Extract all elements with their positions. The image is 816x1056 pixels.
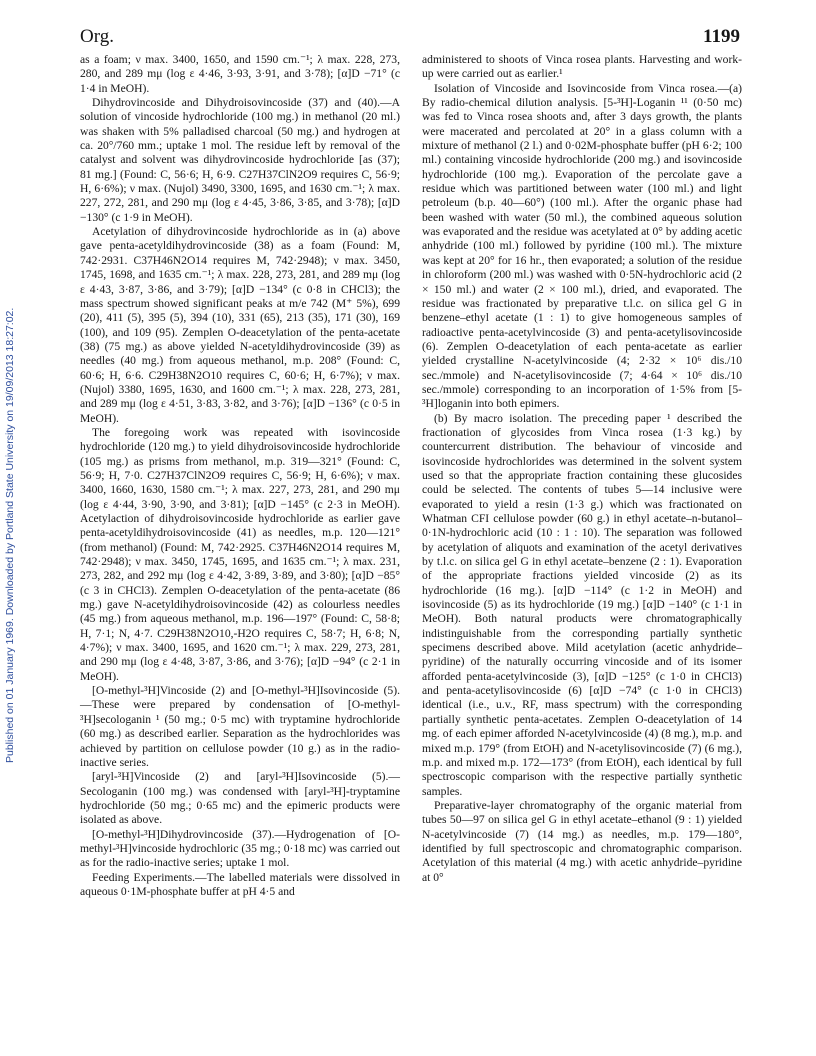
paragraph: [O-methyl-³H]Dihydrovincoside (37).—Hydrogenation of [O-methyl-³H]vincoside hydrochloric (35 mg.; 0·18 mc) was carried out as for the radio-inactive series; uptake 1 mol. xyxy=(80,827,400,870)
paragraph: Acetylation of dihydrovincoside hydrochloride as in (a) above gave penta-acetyldihydrovincoside (38) as a foam (Found: M, 742·2931. C37H46N2O14 requires M, 742·2948); ν max. 3450, 1745, 1698, and 1635 cm.⁻¹; λ max. 228, 273, 281, and 289 mμ (log ε 4·43, 3·87, 3·86, and 3·79); [α]D −134° (c 0·8 in CHCl3); the mass spectrum showed significant peaks at m/e 742 (M⁺ 5%), 699 (20), 411 (5), 395 (5), 394 (10), 331 (65), 213 (35), 171 (30), 169 (100), and 109 (95). Zemplen O-deacetylation of the penta-acetate (38) (75 mg.) as above yielded N-acetyldihydrovincoside (39) as needles (40 mg.) from aqueous methanol, m.p. 208° (Found: C, 60·6; H, 6·6. C29H38N2O10 requires C, 60·6; H, 6·7%); ν max. (Nujol) 3380, 1695, 1630, and 1600 cm.⁻¹; λ max. 228, 273, 281, and 289 mμ (log ε 4·51, 3·83, 3·82, and 3·76); [α]D −136° (c 0·5 in MeOH). xyxy=(80,225,400,425)
paragraph: [aryl-³H]Vincoside (2) and [aryl-³H]Isovincoside (5).—Secologanin (100 mg.) was condensed with [aryl-³H]-tryptamine hydrochloride (50 mg.; 0·65 mc) and the epimeric products were isolated as above. xyxy=(80,770,400,827)
paragraph: (b) By macro isolation. The preceding paper ¹ described the fractionation of glycosides from Vinca rosea (1·3 kg.) by countercurrent distribution. The behaviour of vincoside and isovincoside hydrochlorides was determined in the solvent system used so that the appropriate fraction containing these glucosides could be selected. The contents of tubes 5—14 inclusive were evaporated to yield a resin (1·3 g.) which was fractionated on Whatman CFI cellulose powder (60 g.) in ethyl acetate–n-butanol–0·1N-hydrochloric acid (10 : 1 : 10). The separation was followed by acetylation of aliquots and examination of the acetyl derivatives by t.l.c. on silica gel G in ethyl acetate–benzene (2 : 1). Evaporation of the appropriate fractions yielded vincoside (2) as its hydrochloride (16 mg.). [α]D −114° (c 1·2 in MeOH) and isovincoside (5) as its hydrochloride (19 mg.) [α]D −140° (c 1·1 in MeOH). Both natural products were chromatographically indistinguishable from the corresponding partially synthetic specimens described above. Mild acetylation (acetic anhydride–pyridine) of the naturally occurring vincoside and of its isomer afforded penta-acetylvincoside (3), [α]D −125° (c 1·0 in CHCl3) and penta-acetylisovincoside (6) [α]D −74° (c 1·0 in CHCl3) identical (i.e., u.v., RF, mass spectrum) with the corresponding partially synthetic penta-acetates. Zemplen O-deacetylation of 14 mg. of each epimer afforded N-acetylvincoside (4) (8 mg.), m.p. and mixed m.p. 179° (from EtOH) and N-acetylisovincoside (7) (6 mg.), m.p. and mixed m.p. 172—173° (from EtOH), each identical by full spectroscopic comparison with the respective partially synthetic samples. xyxy=(422,411,742,798)
publication-watermark: Published on 01 January 1969. Downloaded by Portland State University on 19/09/2013 18:27:02. xyxy=(4,307,16,763)
paragraph: Isolation of Vincoside and Isovincoside from Vinca rosea.—(a) By radio-chemical dilution analysis. [5-³H]-Loganin ¹¹ (0·50 mc) was fed to Vinca rosea shoots and, after 3 days growth, the plants were macerated and percolated at 20° in a glass column with a mixture of methanol (2 l.) and 0·02M-phosphate buffer (pH 6·2; 100 ml.) containing vincoside hydrochloride (200 mg.) and isovincoside hydrochloride (100 mg.). Evaporation of the percolate gave a residue which was partitioned between water (100 ml.) and light petroleum (b.p. 40—60°) (100 ml.). After the organic phase had been washed with water (50 ml.), the combined aqueous solution was evaporated and the residue was acetylated at 0° by adding acetic anhydride (100 ml.) followed by pyridine (100 ml.). The mixture was kept at 20° for 16 hr., then evaporated; a solution of the residue in chloroform (200 ml.) was washed with 0·5N-hydrochloric acid (2 × 150 ml.) and water (2 × 100 ml.), dried, and evaporated. The residue was fractionated by preparative t.l.c. on silica gel G in benzene–ethyl acetate (1 : 1) to give homogeneous samples of radioactive penta-acetylvincoside (3) and penta-acetylisovincoside (6). Zemplen O-deacetylation of each penta-acetate as earlier yielded crystalline N-acetylvincoside (4; 2·32 × 10⁶ dis./10 sec./mmole) and N-acetylisovincoside (7; 4·64 × 10⁶ dis./10 sec./mmole) corresponding to an incorporation of 1·5% from [5-³H]loganin into both epimers. xyxy=(422,81,742,411)
left-column xyxy=(80,53,400,899)
paragraph: [O-methyl-³H]Vincoside (2) and [O-methyl-³H]Isovincoside (5).—These were prepared by condensation of [O-methyl-³H]secologanin ¹ (50 mg.; 0·5 mc) with tryptamine hydrochloride (60 mg.) as described earlier. Separation as the hydrochlorides was achieved by partition on cellulose powder (10 g.) as in the radio-inactive series. xyxy=(80,684,400,769)
paragraph: Preparative-layer chromatography of the organic material from tubes 50—97 on silica gel G in ethyl acetate–ethanol (9 : 1) yielded N-acetylvincoside (7) (14 mg.) as needles, m.p. 179—180°, identified by full spectroscopic and chromatographic comparison. Acetylation of this material (4 mg.) with acetic anhydride–pyridine at 0° xyxy=(422,798,742,884)
journal-name: Org. xyxy=(80,26,114,47)
running-header xyxy=(80,26,740,54)
paragraph: The foregoing work was repeated with isovincoside hydrochloride (120 mg.) to yield dihydroisovincoside hydrochloride (105 mg.) as prisms from methanol, m.p. 319—321° (Found: C, 56·9; H, 7·0. C27H37ClN2O9 requires C, 56·9; H, 6·6%); ν max. 3400, 1660, 1630, 1580 cm.⁻¹; λ max. 227, 273, 281, and 290 mμ (log ε 4·44, 3·90, 3·90, and 3·81); [α]D −145° (c 2·3 in MeOH). Acetylaction of dihydroisovincoside hydrochloride as earlier gave penta-acetyldihydroisovincoside (41) as needles, m.p. 120—121° (from methanol) (Found: M, 742·2925. C37H46N2O14 requires M, 742·2948); ν max. 3450, 1745, 1695, and 1635 cm.⁻¹; λ max. 231, 273, 282, and 292 mμ (log ε 4·42, 3·89, 3·89, and 3·80); [α]D −85° (c 3 in CHCl3). Zemplen O-deacetylation of the penta-acetate (86 mg.) gave N-acetyldihydroisovincoside (42) as colourless needles (45 mg.) from aqueous methanol, m.p. 196—197° (Found: C, 58·8; H, 7·1; N, 4·7. C29H38N2O10,-H2O requires C, 58·7; H, 6·8; N, 4·7%); ν max. 3400, 1695, and 1620 cm.⁻¹; λ max. 229, 273, 281, and 290 mμ (log ε 4·48, 3·87, 3·86, and 3·76); [α]D −94° (c 2·1 in MeOH). xyxy=(80,425,400,683)
right-column xyxy=(422,53,742,885)
paragraph: Dihydrovincoside and Dihydroisovincoside (37) and (40).—A solution of vincoside hydrochloride (100 mg.) in methanol (20 ml.) was shaken with 5% palladised charcoal (50 mg.) and hydrogen at ca. 20°/760 mm.; uptake 1 mol. The residue left by removal of the catalyst and solvent was dihydrovincoside hydrochloride [as (37); 81 mg.] (Found: C, 56·6; H, 6·9. C27H37ClN2O9 requires C, 56·9; H, 6·6%); ν max. (Nujol) 3490, 3300, 1695, and 1630 cm.⁻¹; λ max. 227, 272, 281, and 290 mμ (log ε 4·45, 3·86, 3·85, and 3·78); [α]D −130° (c 1·9 in MeOH). xyxy=(80,96,400,224)
paragraph: administered to shoots of Vinca rosea plants. Harvesting and work-up were carried out as earlier.¹ xyxy=(422,53,742,81)
paragraph: Feeding Experiments.—The labelled materials were dissolved in aqueous 0·1M-phosphate buffer at pH 4·5 and xyxy=(80,870,400,898)
paragraph: as a foam; ν max. 3400, 1650, and 1590 cm.⁻¹; λ max. 228, 273, 280, and 289 mμ (log ε 4·46, 3·93, 3·91, and 3·78); [α]D −71° (c 1·4 in MeOH). xyxy=(80,53,400,95)
page-number: 1199 xyxy=(703,26,740,47)
